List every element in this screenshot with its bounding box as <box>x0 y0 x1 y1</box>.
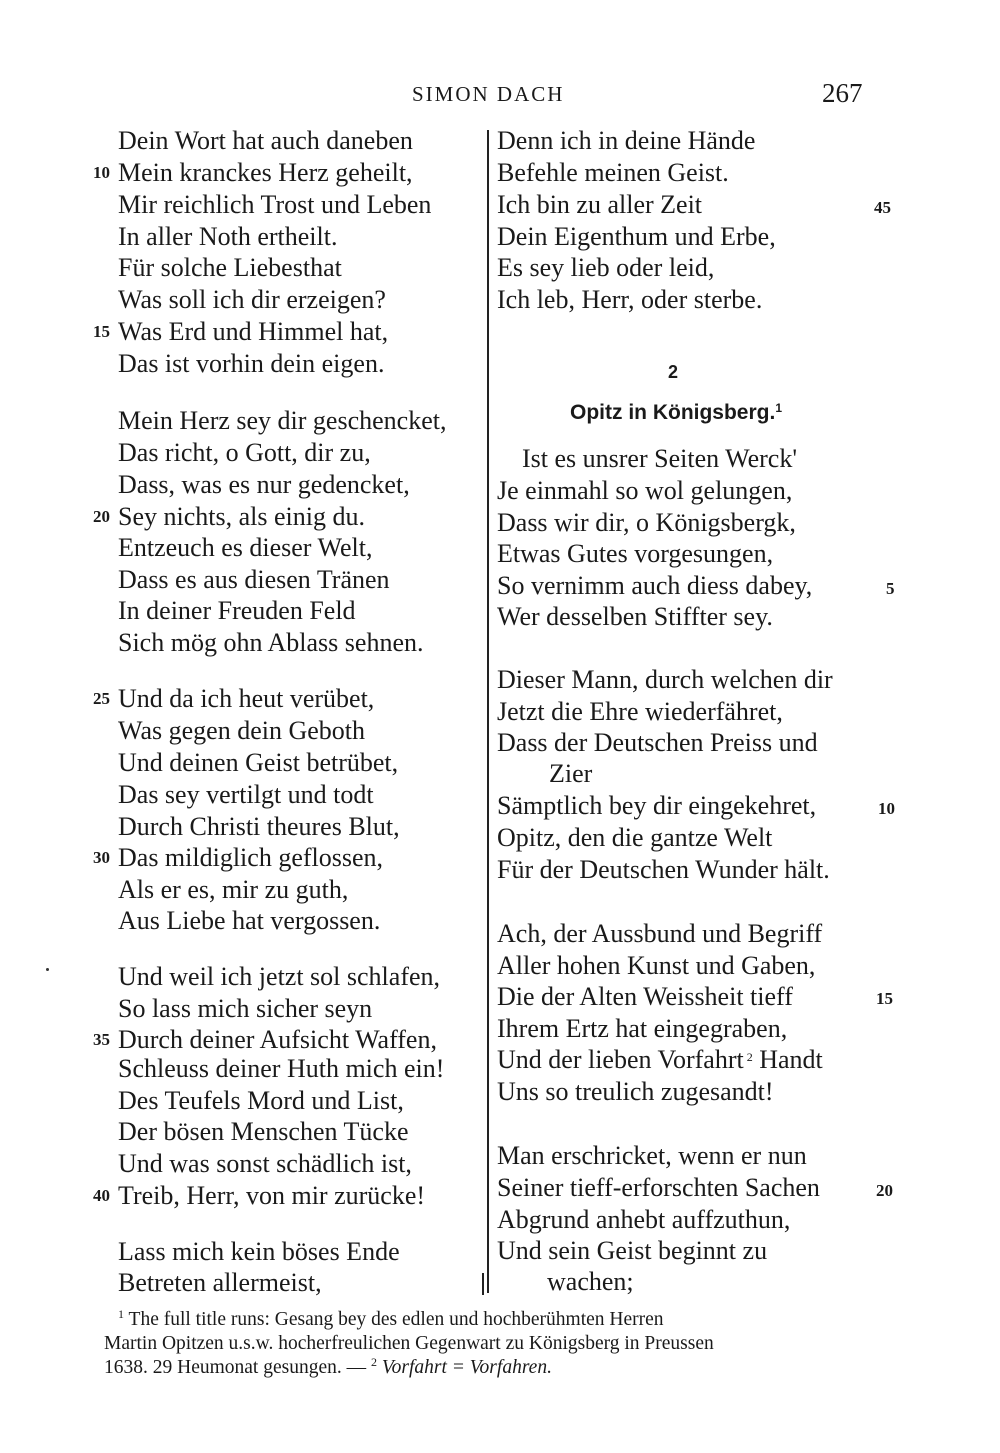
poem-line: Und da ich heut verübet, <box>118 684 375 713</box>
line-number: 25 <box>93 689 110 708</box>
poem-line: Dass es aus diesen Tränen <box>118 565 390 594</box>
poem-line: Treib, Herr, von mir zurücke! <box>118 1181 426 1210</box>
poem-line: Je einmahl so wol gelungen, <box>497 476 793 505</box>
page-number: 267 <box>822 78 863 108</box>
poem-line <box>497 1045 823 1075</box>
footnotes <box>104 1308 874 1380</box>
line-number: 45 <box>874 198 891 217</box>
poem-line: Seiner tieff-erforschten Sachen <box>497 1173 820 1202</box>
section-number: 2 <box>668 362 679 382</box>
poem-line: Dass, was es nur gedencket, <box>118 470 410 499</box>
line-number: 10 <box>878 799 895 818</box>
poem-line: Durch Christi theures Blut, <box>118 812 400 841</box>
poem-line: Dein Eigenthum und Erbe, <box>497 222 776 251</box>
poem-line: Dass der Deutschen Preiss und <box>497 728 818 757</box>
poem-line: Mein kranckes Herz geheilt, <box>118 158 413 187</box>
poem-line: Und weil ich jetzt sol schlafen, <box>118 962 441 991</box>
column-divider-end <box>482 1273 484 1295</box>
poem-line-text: Handt <box>759 1045 823 1074</box>
line-number: 40 <box>93 1186 110 1205</box>
footnote-marker: 2 <box>371 1355 378 1369</box>
poem-line: Was gegen dein Geboth <box>118 716 365 745</box>
poem-line: Das sey vertilgt und todt <box>118 780 374 809</box>
running-title: SIMON DACH <box>412 82 565 106</box>
line-number: 10 <box>93 163 110 182</box>
poem-line: Abgrund anhebt auffzuthun, <box>497 1205 791 1234</box>
poem-line: Aus Liebe hat vergossen. <box>118 906 381 935</box>
poem-line: Und sein Geist beginnt zu <box>497 1236 768 1265</box>
poem-line: Sich mög ohn Ablass sehnen. <box>118 628 424 657</box>
poem-line: Die der Alten Weissheit tieff <box>497 982 793 1011</box>
poem-line: Aller hohen Kunst und Gaben, <box>497 951 816 980</box>
poem-line: Durch deiner Aufsicht Waffen, <box>118 1025 437 1054</box>
poem-line: Sey nichts, als einig du. <box>118 502 365 531</box>
poem-line: In aller Noth ertheilt. <box>118 222 338 251</box>
poem-line: Das richt, o Gott, dir zu, <box>118 438 371 467</box>
poem-line: Des Teufels Mord und List, <box>118 1086 404 1115</box>
poem-line: Dein Wort hat auch daneben <box>118 126 413 155</box>
poem-line: Für solche Liebesthat <box>118 253 342 282</box>
poem-line: Lass mich kein böses Ende <box>118 1237 400 1266</box>
poem-line: Ach, der Aussbund und Begriff <box>497 919 823 948</box>
poem-line: Uns so treulich zugesandt! <box>497 1077 774 1106</box>
poem-line: Schleuss deiner Huth mich ein! <box>118 1054 445 1083</box>
poem-line: Mir reichlich Trost und Leben <box>118 190 432 219</box>
footnote-1-line: 1638. 29 Heumonat gesungen. — $^2$ Vorfahrt = Vorfahren. <box>104 1355 552 1378</box>
poem-line: So lass mich sicher seyn <box>118 994 373 1023</box>
line-number: 15 <box>876 989 893 1008</box>
poem-line: Dieser Mann, durch welchen dir <box>497 665 833 694</box>
line-number: 5 <box>886 579 895 598</box>
poem-line: In deiner Freuden Feld <box>118 596 356 625</box>
poem-line: Der bösen Menschen Tücke <box>118 1117 409 1146</box>
poem-line: Befehle meinen Geist. <box>497 158 729 187</box>
poem-line: Denn ich in deine Hände <box>497 126 756 155</box>
line-number: 20 <box>93 507 110 526</box>
poem-line: Man erschricket, wenn er nun <box>497 1141 807 1170</box>
line-number: 35 <box>93 1030 110 1049</box>
footnote-1-line: $^1$ The full title runs: Gesang bey des edlen und hochberühmten Herren <box>118 1307 664 1330</box>
line-number: 20 <box>876 1181 893 1200</box>
poem-line: Was soll ich dir erzeigen? <box>118 285 386 314</box>
poem-line: Mein Herz sey dir geschencket, <box>118 406 447 435</box>
poem-line: Und deinen Geist betrübet, <box>118 748 399 777</box>
footnote-1-line: Martin Opitzen u.s.w. hocherfreulichen Gegenwart zu Königsberg in Preussen <box>104 1333 714 1354</box>
poem-line: Ihrem Ertz hat eingegraben, <box>497 1014 788 1043</box>
poem-line: Betreten allermeist, <box>118 1268 322 1297</box>
poem-line: Zier <box>549 759 593 788</box>
poem-line: wachen; <box>547 1267 634 1296</box>
poem-line: Als er es, mir zu guth, <box>118 875 349 904</box>
footnote-ref: 2 <box>746 1050 753 1064</box>
column-divider <box>487 130 489 1293</box>
poem-line: Und was sonst schädlich ist, <box>118 1149 412 1178</box>
poem-line: Ich leb, Herr, oder sterbe. <box>497 285 763 314</box>
poem-line: Das mildiglich geflossen, <box>118 843 384 872</box>
poem-line: Etwas Gutes vorgesungen, <box>497 539 774 568</box>
poem-line: Ich bin zu aller Zeit <box>497 190 703 219</box>
poem-line-text: Und der lieben Vorfahrt <box>497 1045 744 1074</box>
poem-line: Jetzt die Ehre wiederfähret, <box>497 697 783 726</box>
poem-line: Dass wir dir, o Königsbergk, <box>497 508 796 537</box>
poem-line: Das ist vorhin dein eigen. <box>118 349 385 378</box>
poem-line: Es sey lieb oder leid, <box>497 253 715 282</box>
print-speck <box>46 968 49 971</box>
poem-line: Opitz, den die gantze Welt <box>497 823 773 852</box>
poem-line: Was Erd und Himmel hat, <box>118 317 389 346</box>
poem-line: Ist es unsrer Seiten Werck' <box>522 444 798 473</box>
poem-line: Für der Deutschen Wunder hält. <box>497 855 830 884</box>
footnote-marker: 1 <box>118 1307 124 1321</box>
poem-line: Wer desselben Stiffter sey. <box>497 602 773 631</box>
line-number: 30 <box>93 848 110 867</box>
line-number: 15 <box>93 322 110 341</box>
poem-line: Entzeuch es dieser Welt, <box>118 533 373 562</box>
poem-line: So vernimm auch diess dabey, <box>497 571 813 600</box>
footnote-ref: 1 <box>775 401 783 415</box>
footnote-2-text: Vorfahrt = Vorfahren. <box>381 1357 552 1378</box>
poem-line: Sämptlich bey dir eingekehret, <box>497 791 817 820</box>
section-title: Opitz in Königsberg.$^1$ <box>570 401 783 424</box>
